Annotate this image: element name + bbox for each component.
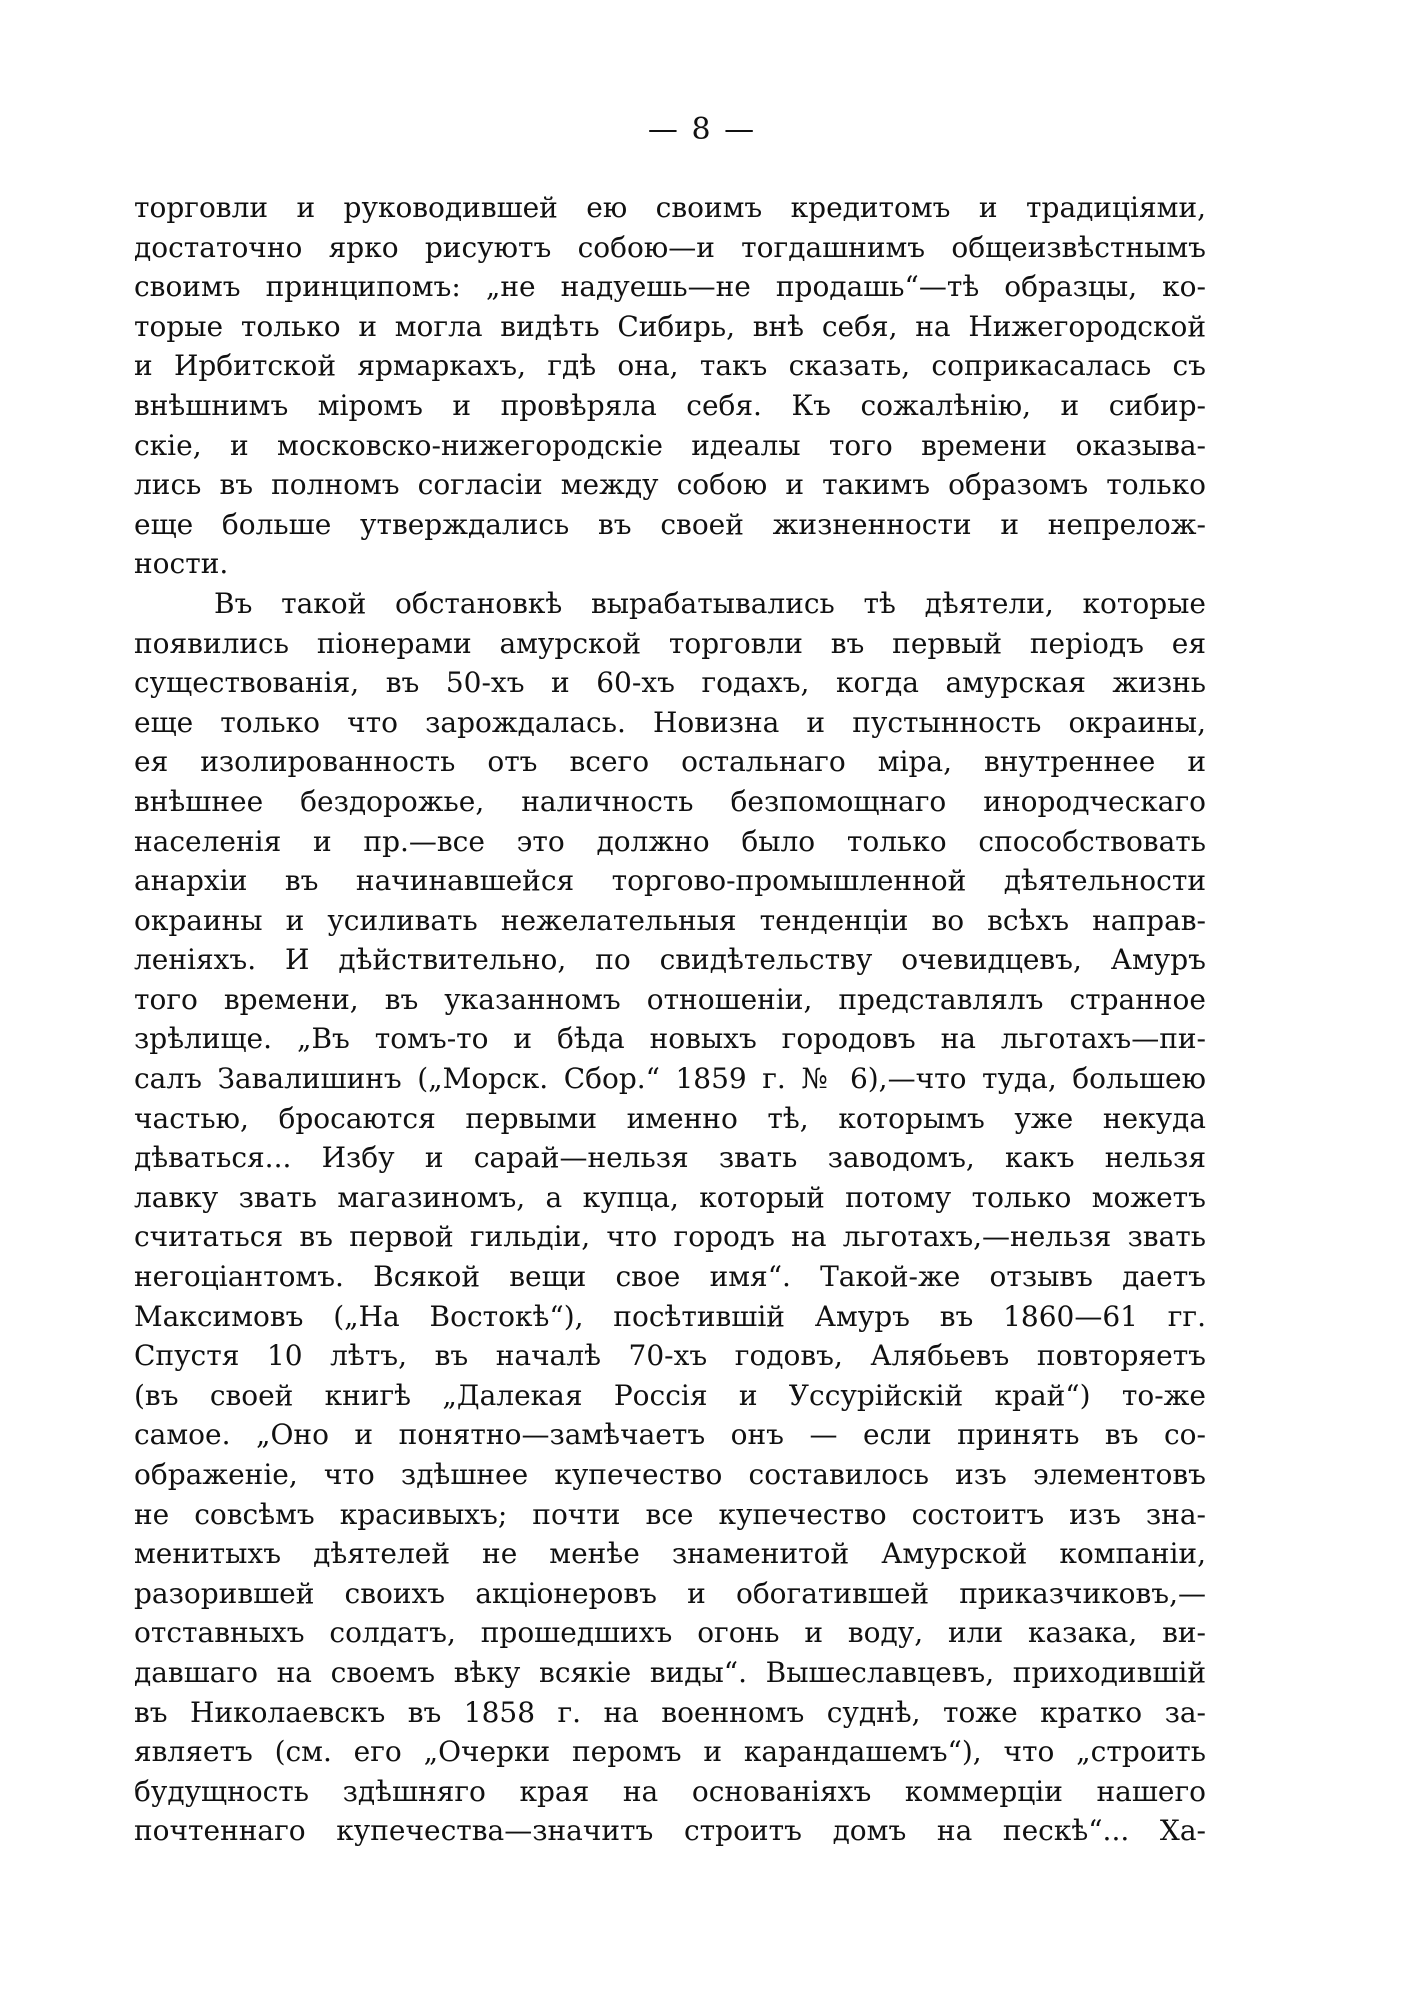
text-line: анархіи въ начинавшейся торгово-промышленной дѣятельности (134, 864, 1206, 898)
text-line: самое. „Оно и понятно—замѣчаетъ онъ — если принять въ со- (134, 1418, 1206, 1452)
text-line: отставныхъ солдатъ, прошедшихъ огонь и воду, или казака, ви- (134, 1616, 1206, 1650)
text-line: являетъ (см. его „Очерки перомъ и карандашемъ“), что „строить (134, 1735, 1206, 1769)
text-line: почтеннаго купечества—значитъ строитъ домъ на пескѣ“... Ха- (134, 1814, 1206, 1848)
text-line: въ Николаевскъ въ 1858 г. на военномъ суднѣ, тоже кратко за- (134, 1695, 1206, 1729)
text-line: еще только что зарождалась. Новизна и пустынность окраины, (134, 705, 1206, 739)
page-number: — 8 — (647, 112, 757, 147)
body-text (134, 188, 1206, 1851)
text-line: лавку звать магазиномъ, а купца, который потому только можетъ (134, 1180, 1206, 1214)
text-line: населенія и пр.—все это должно было только способствовать (134, 824, 1206, 858)
text-line: внѣшнее бездорожье, наличность безпомощнаго инородческаго (134, 784, 1206, 818)
text-line: торговли и руководившей ею своимъ кредитомъ и традиціями, (134, 191, 1206, 224)
text-line: Въ такой обстановкѣ вырабатывались тѣ дѣятели, которые (214, 586, 1206, 620)
text-line: торые только и могла видѣть Сибирь, внѣ себя, на Нижегородской (134, 309, 1206, 343)
text-line: (въ своей книгѣ „Далекая Россія и Уссурійскій край“) то-же (134, 1378, 1206, 1412)
text-line: зрѣлище. „Въ томъ-то и бѣда новыхъ городовъ на льготахъ—пи- (134, 1022, 1206, 1056)
text-line: появились піонерами амурской торговли въ первый періодъ ея (134, 626, 1206, 660)
text-line: Спустя 10 лѣтъ, въ началѣ 70-хъ годовъ, Алябьевъ повторяетъ (134, 1339, 1206, 1373)
text-line: негоціантомъ. Всякой вещи свое имя“. Такой-же отзывъ даетъ (134, 1260, 1206, 1294)
text-line: давшаго на своемъ вѣку всякіе виды“. Вышеславцевъ, приходившій (134, 1655, 1206, 1689)
text-line: не совсѣмъ красивыхъ; почти все купечество состоитъ изъ зна- (134, 1497, 1206, 1531)
text-line: ея изолированность отъ всего остальнаго міра, внутреннее и (134, 745, 1206, 779)
text-line: частью, бросаются первыми именно тѣ, которымъ уже некуда (134, 1101, 1206, 1135)
text-line: считаться въ первой гильдіи, что городъ на льготахъ,—нельзя звать (134, 1220, 1206, 1254)
text-line: внѣшнимъ міромъ и провѣряла себя. Къ сожалѣнію, и сибир- (134, 388, 1206, 422)
text-line: своимъ принципомъ: „не надуешь—не продашь“—тѣ образцы, ко- (134, 270, 1206, 304)
text-line: окраины и усиливать нежелательныя тенденціи во всѣхъ направ- (134, 903, 1206, 937)
text-line: будущность здѣшняго края на основаніяхъ коммерціи нашего (134, 1774, 1206, 1808)
paragraph (134, 584, 1206, 1851)
text-line: менитыхъ дѣятелей не менѣе знаменитой Амурской компаніи, (134, 1537, 1206, 1571)
text-line: ности. (134, 547, 229, 581)
text-line: скіе, и московско-нижегородскіе идеалы того времени оказыва- (134, 428, 1206, 462)
text-line: разорившей своихъ акціонеровъ и обогатившей приказчиковъ,— (134, 1576, 1206, 1610)
text-line: лись въ полномъ согласіи между собою и такимъ образомъ только (134, 468, 1206, 502)
text-line: Максимовъ („На Востокѣ“), посѣтившій Амуръ въ 1860—61 гг. (134, 1299, 1206, 1333)
text-line: салъ Завалишинъ („Морск. Сбор.“ 1859 г. № 6),—что туда, большею (134, 1062, 1206, 1096)
text-line: того времени, въ указанномъ отношеніи, представлялъ странное (134, 982, 1206, 1016)
text-line: достаточно ярко рисуютъ собою—и тогдашнимъ общеизвѣстнымъ (134, 230, 1206, 264)
text-line: леніяхъ. И дѣйствительно, по свидѣтельству очевидцевъ, Амуръ (134, 943, 1206, 977)
text-line: существованія, въ 50-хъ и 60-хъ годахъ, когда амурская жизнь (134, 666, 1206, 700)
text-line: и Ирбитской ярмаркахъ, гдѣ она, такъ сказать, соприкасалась съ (134, 349, 1206, 383)
text-line: дѣваться... Избу и сарай—нельзя звать заводомъ, какъ нельзя (134, 1141, 1206, 1175)
paragraph (134, 188, 1206, 584)
text-line: ображеніе, что здѣшнее купечество составилось изъ элементовъ (134, 1458, 1206, 1491)
text-line: еще больше утверждались въ своей жизненности и непрелож- (134, 507, 1206, 541)
